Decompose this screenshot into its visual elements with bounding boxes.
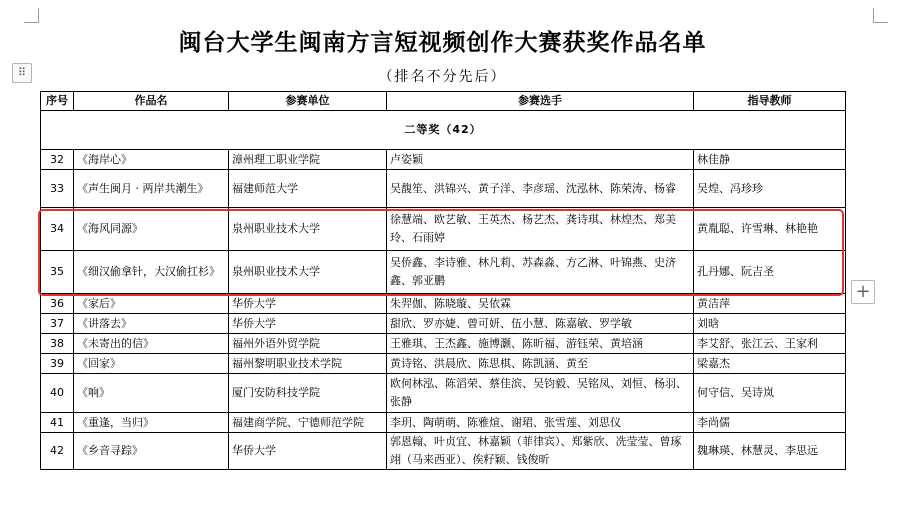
cell-teachers: 黄洁萍 xyxy=(694,294,846,314)
cell-unit: 华侨大学 xyxy=(229,433,387,470)
cell-no: 36 xyxy=(41,294,74,314)
cell-work: 《海风同源》 xyxy=(74,208,229,251)
cell-players: 卢姿颖 xyxy=(387,150,694,170)
page-title: 闽台大学生闽南方言短视频创作大赛获奖作品名单 xyxy=(178,29,707,56)
cell-work: 《未寄出的信》 xyxy=(74,334,229,354)
cell-no: 41 xyxy=(41,413,74,433)
cell-players: 黄诗铭、洪晨欣、陈思棋、陈凯涵、黄至 xyxy=(387,354,694,374)
cell-no: 37 xyxy=(41,314,74,334)
cell-no: 35 xyxy=(41,251,74,294)
cell-teachers: 孔丹娜、阮吉圣 xyxy=(694,251,846,294)
cell-no: 40 xyxy=(41,374,74,413)
table-row xyxy=(41,354,846,374)
cell-teachers: 李尚儒 xyxy=(694,413,846,433)
cell-unit: 泉州职业技术大学 xyxy=(229,208,387,251)
table-row xyxy=(41,314,846,334)
cell-teachers: 李艾舒、张江云、王家利 xyxy=(694,334,846,354)
cell-players: 甜欣、罗亦婕、曾可妍、伍小慧、陈嘉敏、罗学敏 xyxy=(387,314,694,334)
table-row xyxy=(41,413,846,433)
add-row-plus-icon[interactable]: + xyxy=(851,280,875,304)
section-row xyxy=(41,111,846,150)
cell-work: 《重逢，当归》 xyxy=(74,413,229,433)
cell-players: 吴馥笙、洪锦兴、黄子洋、李彦瑶、沈泓林、陈荣涛、杨睿 xyxy=(387,170,694,208)
cell-work: 《响》 xyxy=(74,374,229,413)
cell-unit: 泉州职业技术大学 xyxy=(229,251,387,294)
page-subtitle: （排名不分先后） xyxy=(378,69,507,85)
cell-no: 34 xyxy=(41,208,74,251)
cell-unit: 福建师范大学 xyxy=(229,170,387,208)
table-row xyxy=(41,334,846,354)
header-teachers: 指导教师 xyxy=(694,92,846,111)
table-move-handle-icon[interactable]: ⠿ xyxy=(12,63,32,83)
header-work: 作品名 xyxy=(74,92,229,111)
table-row xyxy=(41,150,846,170)
cell-unit: 厦门安防科技学院 xyxy=(229,374,387,413)
cell-unit: 华侨大学 xyxy=(229,294,387,314)
header-players: 参赛选手 xyxy=(387,92,694,111)
cell-work: 《海岸心》 xyxy=(74,150,229,170)
cell-unit: 华侨大学 xyxy=(229,314,387,334)
cell-teachers: 何守信、吴诗岚 xyxy=(694,374,846,413)
table-row xyxy=(41,433,846,470)
header-unit: 参赛单位 xyxy=(229,92,387,111)
cell-work: 《讲落去》 xyxy=(74,314,229,334)
cell-work: 《细汉偷拿针，大汉偷扛杉》 xyxy=(74,251,229,294)
cell-players: 李玥、陶萌萌、陈雅煊、谢珺、张雪莲、刘思仪 xyxy=(387,413,694,433)
cell-work: 《声生闽月 · 两岸共潮生》 xyxy=(74,170,229,208)
cell-teachers: 梁嘉杰 xyxy=(694,354,846,374)
cell-no: 32 xyxy=(41,150,74,170)
table-row xyxy=(41,170,846,208)
cell-unit: 福州外语外贸学院 xyxy=(229,334,387,354)
cell-players: 郭恩翰、叶贞宜、林嘉颖（菲律宾）、郑紫欣、冼莹莹、曾琢翊（马来西亚）、俟籽颖、钱俊昕 xyxy=(387,433,694,470)
cell-teachers: 黄胤聪、许雪琳、林艳艳 xyxy=(694,208,846,251)
cell-teachers: 林佳静 xyxy=(694,150,846,170)
cell-players: 欧何林泓、陈滔荣、蔡佳滨、吴钧毅、吴铭凤、刘恒、杨羽、张静 xyxy=(387,374,694,413)
header-no: 序号 xyxy=(41,92,74,111)
cell-teachers: 吴煌、冯珍珍 xyxy=(694,170,846,208)
cell-unit: 福州黎明职业技术学院 xyxy=(229,354,387,374)
cell-unit: 福建商学院、宁德师范学院 xyxy=(229,413,387,433)
table-row xyxy=(41,208,846,251)
cell-players: 朱羿伽、陈晓璇、吴依霖 xyxy=(387,294,694,314)
cell-work: 《乡音寻踪》 xyxy=(74,433,229,470)
crop-mark-top-right xyxy=(873,8,888,23)
table-row xyxy=(41,294,846,314)
cell-no: 33 xyxy=(41,170,74,208)
cell-no: 42 xyxy=(41,433,74,470)
cell-no: 39 xyxy=(41,354,74,374)
table-row xyxy=(41,374,846,413)
cell-teachers: 刘晗 xyxy=(694,314,846,334)
cell-teachers: 魏琳瑛、林慧灵、李思远 xyxy=(694,433,846,470)
cell-players: 吴侨鑫、李诗雅、林凡莉、苏森淼、方乙淋、叶锦燕、史济鑫、郭亚鹏 xyxy=(387,251,694,294)
cell-no: 38 xyxy=(41,334,74,354)
cell-players: 王雅琪、王杰鑫、施博灏、陈昕福、游钰荣、黄培涵 xyxy=(387,334,694,354)
cell-work: 《回家》 xyxy=(74,354,229,374)
cell-work: 《家后》 xyxy=(74,294,229,314)
header-row xyxy=(41,92,846,111)
section-title: 二等奖（42） xyxy=(41,111,846,150)
awards-table xyxy=(40,91,846,470)
table-row xyxy=(41,251,846,294)
cell-unit: 漳州理工职业学院 xyxy=(229,150,387,170)
crop-mark-top-left xyxy=(24,8,39,23)
cell-players: 徐慧端、欧艺敏、王英杰、杨艺杰、龚诗琪、林煌杰、郑美玲、石雨婷 xyxy=(387,208,694,251)
